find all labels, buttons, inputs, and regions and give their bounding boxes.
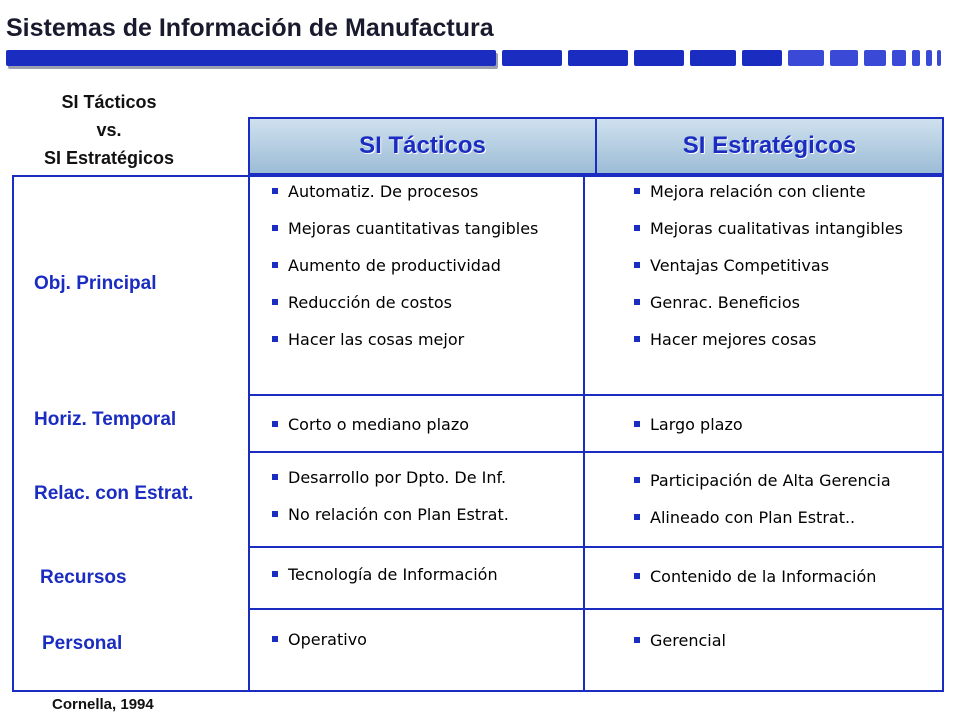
header-estrategicos: SI Estratégicos [595, 119, 942, 173]
list-item: Largo plazo [632, 414, 937, 436]
row-divider [248, 546, 944, 548]
list-item: Corto o mediano plazo [270, 414, 570, 436]
cell-obj-tacticos [270, 181, 570, 366]
list-item: Contenido de la Información [632, 566, 937, 588]
row-label-personal: Personal [42, 633, 123, 654]
list-item: Reducción de costos [270, 292, 570, 314]
slide-title: Sistemas de Información de Manufactura [6, 14, 494, 42]
citation: Cornella, 1994 [52, 696, 154, 713]
column-divider [248, 175, 250, 692]
comparison-label-line-1: SI Tácticos [61, 92, 157, 112]
column-divider [583, 175, 585, 692]
cell-obj-estrategicos [632, 181, 937, 366]
row-label-recursos: Recursos [40, 567, 127, 588]
list-item: Tecnología de Información [270, 564, 570, 586]
row-divider [248, 451, 944, 453]
list-item: Hacer las cosas mejor [270, 329, 570, 351]
list-item: Gerencial [632, 630, 937, 652]
list-item: Mejora relación con cliente [632, 181, 937, 203]
row-divider [248, 608, 944, 610]
list-item: Hacer mejores cosas [632, 329, 937, 351]
list-item: Aumento de productividad [270, 255, 570, 277]
list-item: Participación de Alta Gerencia [632, 470, 937, 492]
cell-horiz-tacticos [270, 414, 570, 451]
list-item: Operativo [270, 629, 570, 651]
comparison-label [14, 88, 204, 172]
row-label-obj-principal: Obj. Principal [34, 273, 157, 294]
cell-horiz-estrategicos [632, 414, 937, 451]
comparison-label-line-2: vs. [96, 120, 122, 140]
cell-relac-tacticos [270, 467, 570, 541]
cell-relac-estrategicos [632, 470, 937, 544]
list-item: Desarrollo por Dpto. De Inf. [270, 467, 570, 489]
list-item: Mejoras cualitativas intangibles [632, 218, 937, 240]
row-divider [248, 394, 944, 396]
cell-recursos-estrategicos [632, 566, 937, 603]
list-item: Automatiz. De procesos [270, 181, 570, 203]
row-label-relac-estrat: Relac. con Estrat. [34, 483, 194, 504]
list-item: Mejoras cuantitativas tangibles [270, 218, 570, 240]
comparison-label-line-3: SI Estratégicos [43, 148, 175, 168]
table-header [248, 117, 944, 175]
list-item: Ventajas Competitivas [632, 255, 937, 277]
cell-recursos-tacticos [270, 564, 570, 601]
row-label-horiz-temporal: Horiz. Temporal [34, 409, 177, 430]
list-item: Alineado con Plan Estrat.. [632, 507, 937, 529]
cell-personal-estrategicos [632, 630, 937, 667]
list-item: Genrac. Beneficios [632, 292, 937, 314]
header-tacticos: SI Tácticos [359, 132, 486, 159]
list-item: No relación con Plan Estrat. [270, 504, 570, 526]
cell-personal-tacticos [270, 629, 570, 666]
